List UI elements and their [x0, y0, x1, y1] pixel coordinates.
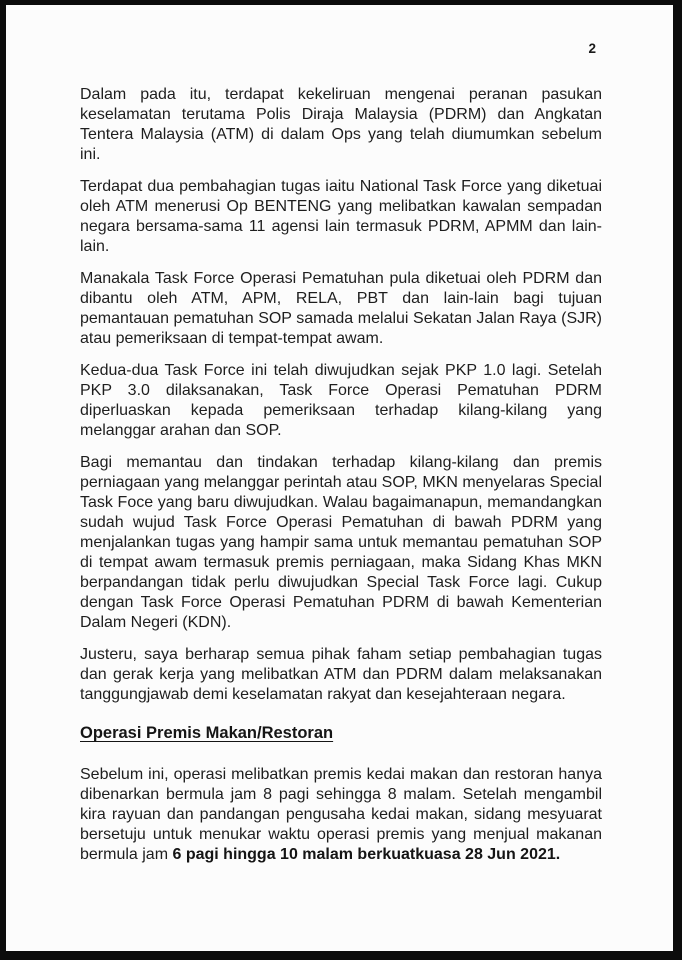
body-paragraph: Manakala Task Force Operasi Pematuhan pula diketuai oleh PDRM dan dibantu oleh ATM, APM, RELA, PBT dan lain-lain bagi tujuan pemantauan pematuhan SOP samada melalui Sekatan Jalan Raya (SJR) atau pemeriksaan di tempat-tempat awam. [80, 270, 602, 347]
body-paragraph: Dalam pada itu, terdapat kekeliruan mengenai peranan pasukan keselamatan terutama Polis Diraja Malaysia (PDRM) dan Angkatan Tentera Malaysia (ATM) di dalam Ops yang telah diumumkan sebelum ini. [80, 86, 602, 163]
closing-paragraph-bold-text: 6 pagi hingga 10 malam berkuatkuasa 28 Jun 2021. [172, 846, 561, 863]
body-paragraph: Justeru, saya berharap semua pihak faham setiap pembahagian tugas dan gerak kerja yang melibatkan ATM dan PDRM dalam melaksanakan tanggungjawab demi keselamatan rakyat dan kesejahteraan negara. [80, 646, 602, 703]
body-paragraph: Bagi memantau dan tindakan terhadap kilang-kilang dan premis perniagaan yang melanggar perintah atau SOP, MKN menyelaras Special Task Foce yang baru diwujudkan. Walau bagaimanapun, memandangkan sudah wujud Task Force Operasi Pematuhan di bawah PDRM yang menjalankan tugas yang hampir sama untuk memantau pematuhan SOP di tempat awam termasuk premis perniagaan, maka Sidang Khas MKN berpandangan tidak perlu diwujudkan Special Task Force lagi. Cukup dengan Task Force Operasi Pematuhan PDRM di bawah Kementerian Dalam Negeri (KDN). [80, 454, 602, 631]
section-heading: Operasi Premis Makan/Restoran [80, 724, 334, 742]
page-number: 2 [588, 41, 596, 56]
body-paragraph: Terdapat dua pembahagian tugas iaitu National Task Force yang diketuai oleh ATM menerusi Op BENTENG yang melibatkan kawalan sempadan negara bersama-sama 11 agensi lain termasuk PDRM, APMM dan lain-lain. [80, 178, 602, 255]
body-paragraph: Kedua-dua Task Force ini telah diwujudkan sejak PKP 1.0 lagi. Setelah PKP 3.0 dilaksanakan, Task Force Operasi Pematuhan PDRM diperluaskan kepada pemeriksaan terhadap kilang-kilang yang melanggar arahan dan SOP. [80, 362, 602, 439]
document-page [6, 5, 673, 951]
closing-paragraph-regular-text: Sebelum ini, operasi melibatkan premis kedai makan dan restoran hanya dibenarkan bermula jam 8 pagi sehingga 8 malam. Setelah mengambil kira rayuan dan pandangan pengusaha kedai makan, sidang mesyuarat bersetuju untuk menukar waktu operasi premis yang menjual makanan bermula jam [80, 766, 602, 863]
closing-paragraph [80, 765, 602, 865]
